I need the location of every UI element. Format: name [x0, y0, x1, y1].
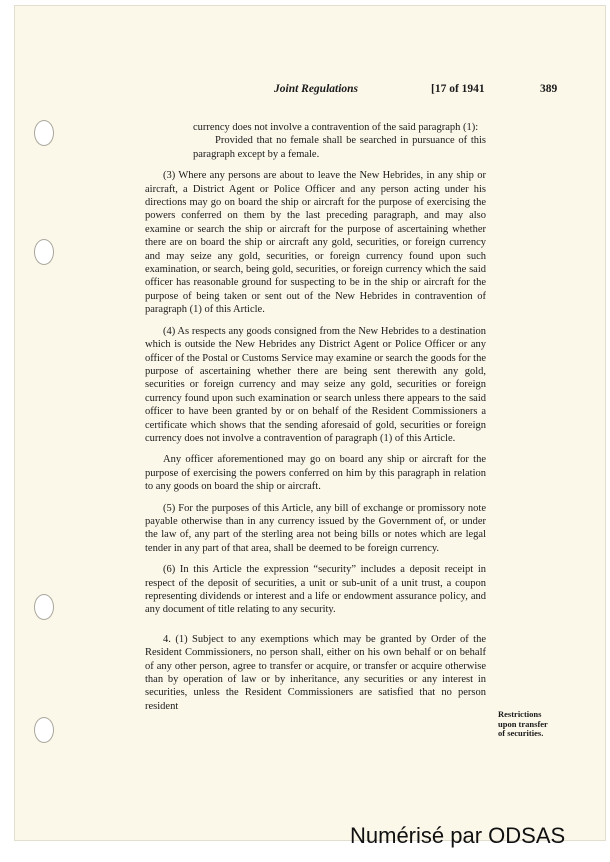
paragraph-continuation: currency does not involve a contravention of the said paragraph (1): [193, 122, 479, 133]
margin-note-line-1: Restrictions [498, 709, 542, 719]
paragraph-5: (5) For the purposes of this Article, any bill of exchange or promissory note payable otherwise than in any currency issued by the Government of, or under the law of, any part of the sterling area not being bills or notes which are legal tender in any part of that area, shall be deemed to be foreign currency. [145, 502, 486, 554]
paragraph-proviso: Provided that no female shall be searched in pursuance of this paragraph except by a female. [193, 135, 486, 160]
paragraph-3: (3) Where any persons are about to leave the New Hebrides, in any ship or aircraft, a District Agent or Police Officer and any person acting under his directions may go on board the ship or aircraft for the purpose of exercising the powers conferred on them by the last preceding paragraph, and may also examine or search the ship or aircraft for the purpose of ascertaining whether there are on board the ship or aircraft any gold, securities, or foreign currency and may seize any gold, securities, or foreign currency found upon such examination, or search, being gold, securities, or foreign currency which the said officer has reasonable ground for suspecting to be in the ship or aircraft for the purpose of being taken or sent out of the New Hebrides in contravention of paragraph (1) of this Article. [145, 170, 486, 316]
margin-note-line-2: upon transfer [498, 718, 548, 729]
running-header [0, 83, 610, 99]
paragraph-4: (4) As respects any goods consigned from the New Hebrides to a destination which is outside the New Hebrides any District Agent or Police Officer or any officer of the Postal or Customs Service may examine or search the goods for the purpose of ascertaining whether there are being sent therewith any gold, securities or foreign currency and may seize any gold, securities or foreign currency found upon such examination or search unless there appears to the said officer to have been granted by or on behalf of the Resident Commissioners a certificate which shows that the sending aforesaid of gold, securities or foreign currency does not involve a contravention of paragraph (1) of this Article. [145, 325, 486, 444]
page-number: 389 [540, 83, 558, 95]
binder-hole-2 [34, 239, 54, 265]
paragraph-6: (6) In this Article the expression “security” includes a deposit receipt in respect of the deposit of securities, a unit or sub-unit of a unit trust, a coupon representing dividends or interest and a life or endowment assurance policy, and any document of title relating to any security. [145, 564, 486, 616]
header-title: Joint Regulations [274, 83, 359, 95]
binder-hole-4 [34, 717, 54, 743]
margin-note [498, 710, 578, 739]
body-text [145, 121, 486, 721]
header-reference: [17 of 1941 [431, 83, 485, 95]
binder-hole-1 [34, 120, 54, 146]
article-4-paragraph-1: 4. (1) Subject to any exemptions which may be granted by Order of the Resident Commissioners, no person shall, either on his own behalf or on behalf of any other person, agree to transfer or acquire, or transfer or acquire otherwise than by operation of law or by inheritance, any securities or any interest in securities, unless the Resident Commissioners are satisfied that no person resident [145, 633, 486, 712]
margin-note-line-3: of securities. [498, 728, 544, 738]
binder-hole-3 [34, 594, 54, 620]
watermark: Numérisé par ODSAS [350, 823, 566, 848]
paragraph-4-officer: Any officer aforementioned may go on board any ship or aircraft for the purpose of exercising the powers conferred on him by this paragraph in relation to any goods on board the ship or aircraft. [145, 454, 486, 493]
